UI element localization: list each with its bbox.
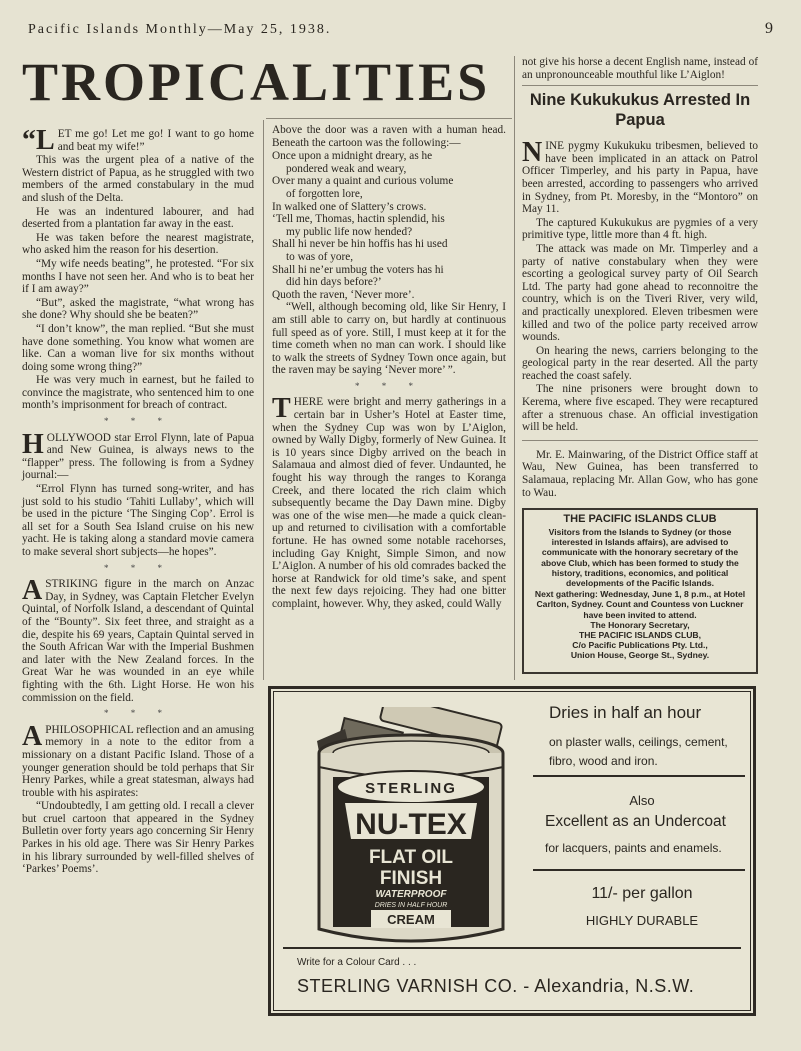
paint-can-illustration <box>311 707 511 947</box>
section-divider: * * * <box>355 380 423 391</box>
verse-line: of forgotten lore, <box>286 187 363 200</box>
ad-durable: HIGHLY DURABLE <box>585 913 699 928</box>
ad-lacquers: for lacquers, paints and enamels. <box>545 841 722 855</box>
ad-rule <box>533 775 745 777</box>
ad-colour-card: Write for a Colour Card . . . <box>297 957 417 968</box>
paragraph-text: He was very much in earnest, but he failed to convince the magistrate, who sentenced him to one month’s imprisonment for breach of contract. <box>22 374 254 412</box>
paragraph-text: STRIKING figure in the march on Anzac Day, in Sydney, was Captain Fletcher Evelyn Quintal, of Norfolk Island, a descendant of Quintal of the “Bounty”. Six feet three, and straight as a die, despite his 69 years, Captain Quintal served in the South African War with the Imperial Bushmen and later with the New Zealand forces. In the Great War he was wounded in an eye while fighting with the 6th. Light Horse. He won his commission on the field. <box>22 578 254 704</box>
paragraph <box>22 575 254 704</box>
verse-line: did hin days before?’ <box>286 276 382 289</box>
club-line: THE PACIFIC ISLANDS CLUB, <box>578 630 702 641</box>
verse-line: my public life now hended? <box>286 225 413 238</box>
paint-can-icon <box>311 707 511 947</box>
drop-cap: T <box>272 393 291 425</box>
club-notice-box <box>522 508 758 674</box>
story-captain-quintal <box>22 575 254 704</box>
paragraph-text: “Undoubtedly, I am getting old. I recall a clever but cruel cartoon that appeared in the Sydney Bulletin over forty years ago concerning Sir Henry Parkes in his old age. There was Sir Henry Parkes in his library surrounded by well-filled shelves of ‘Parkes’ Poems’. <box>22 800 254 876</box>
article-headline: Nine Kukukukus Arrested In Papua <box>529 91 751 130</box>
parody-verse <box>272 150 506 301</box>
running-title: Pacific Islands Monthly—May 25, 1938. <box>28 22 332 37</box>
paragraph <box>22 297 254 322</box>
paragraph: “Well, although becoming old, like Sir Henry, I am still able to carry on, but hardly at continuous full speed as of yore. Still, I must keep at it for the time cometh when no man can work. I should like to walk the streets of Sydney Town once again, but the raven may be saying ‘Never more’ ”. <box>272 301 506 377</box>
verse-line: Once upon a midnight dreary, as he <box>272 150 433 163</box>
can-finish-line2: FINISH <box>379 868 443 889</box>
drop-cap: N <box>522 137 543 169</box>
paragraph <box>22 720 254 800</box>
ad-also: Also <box>629 793 655 808</box>
column-rule <box>514 56 515 680</box>
can-product-text: NU-TEX <box>355 808 467 841</box>
verse-line: Shall hi ne’er umbug the voters has hi <box>272 263 444 276</box>
paragraph <box>22 428 254 482</box>
story-wife-beating <box>22 125 254 412</box>
column-rule <box>263 120 264 680</box>
paragraph-text: The captured Kukukukus are pygmies of a very primitive type, little more than 4 ft. high. <box>522 216 758 242</box>
story-henry-parkes <box>22 720 254 876</box>
club-line: Next gathering: Wednesday, June 1, 8 p.m., at Hotel Carlton, Sydney. Count and Countess von Luckner have been invited to attend. <box>534 589 746 620</box>
drop-cap: A <box>22 575 43 607</box>
story-kukukukus <box>522 137 758 434</box>
club-line: Union House, George St., Sydney. <box>570 650 710 661</box>
verse-line: Over many a quaint and curious volume <box>272 175 454 188</box>
paragraph-text: “I don’t know”, the man replied. “But she must have done something. You know what women are like. Can a woman live for six months without doing some wrong thing?” <box>22 322 254 373</box>
ad-headline: Dries in half an hour <box>549 703 702 722</box>
paragraph <box>22 232 254 257</box>
paragraph <box>22 154 254 204</box>
club-line: The Honorary Secretary, <box>590 619 690 630</box>
masthead-rule <box>266 118 512 119</box>
can-brand-text: STERLING <box>365 780 457 797</box>
story-errol-flynn <box>22 428 254 559</box>
paragraph <box>22 206 254 231</box>
paragraph: Above the door was a raven with a human head. Beneath the cartoon was the following:— <box>272 124 506 149</box>
verse-line: ‘Tell me, Thomas, hactin splendid, his <box>272 213 445 226</box>
sterling-varnish-advertisement <box>268 686 756 1016</box>
column-1 <box>22 125 254 877</box>
verse-line: to was of yore, <box>286 250 354 263</box>
drop-cap: H <box>22 428 44 460</box>
paragraph-text: PHILOSOPHICAL reflection and an amusing memory in a note to the editor from a missionary on a distant Pacific Island. Those of a younger generation should be told perhaps that Sir Henry Parkes, while a great statesman, always had trouble with his aspirates: <box>22 723 254 799</box>
paragraph <box>22 125 254 156</box>
story-text: HERE were bright and merry gatherings in a certain bar in Usher’s Hotel at Easter time, when the Sydney Cup was won by L’Aiglon, owned by Wally Digby, formerly of New Guinea. It is 10 years since Digby arrived on the beach in Salamaua and almost died of fever. Undaunted, he fought his way through the ranges to Koranga Creek, and there located the rich claim which subsequently became the Day Dawn mine. Digby was one of the wise men—he made a quick clean-up and returned to civilisation with a comfortable fortune. He has owned some notable racehorses, including Gay Knight, Simple Simon, and now L’Aiglon. A number of his old comrades backed the horse at Randwick for old time’s sake, and spent the next few days rejoicing. They had one bitter complaint, however. Why, they asked, could Wally <box>272 396 506 610</box>
rule <box>522 440 758 441</box>
ad-rule <box>533 869 745 871</box>
paragraph-text: “Errol Flynn has turned song-writer, and has just sold to his studio ‘Tahiti Lullaby’, which will be used in the picture ‘The Singing Cop’. Errol is all set for a South Sea Island cruise on his new yacht. He is taking along a standard movie camera to make several short subjects—he hopes”. <box>22 483 254 558</box>
verse-line: Shall hi never be hin hoffis has hi used <box>272 238 448 251</box>
section-divider: * * * <box>104 562 172 573</box>
club-line: C/o Pacific Publications Pty. Ltd., <box>572 640 708 651</box>
ad-company: STERLING VARNISH CO. - Alexandria, N.S.W. <box>297 976 695 996</box>
paragraph-text: The attack was made on Mr. Timperley and a party of native constabulary when they were escorting a geological survey party of Oil Search Ltd. The party had gone ahead to reconnoitre the country, which is on the Tiveri River, very wild, and practically unexplored. Eleven tribesmen were killed and two of the police party received arrow wounds. <box>522 242 758 344</box>
paragraph <box>22 323 254 373</box>
verse-line: In walked one of Slattery’s crows. <box>272 200 427 213</box>
can-finish-line1: FLAT OIL <box>368 847 454 868</box>
paragraph-text: He was an indentured labourer, and had deserted from a plantation far away in the east. <box>22 205 254 231</box>
section-masthead: TROPICALITIES <box>22 52 491 112</box>
page-number: 9 <box>765 20 773 37</box>
club-notice-body <box>530 527 750 661</box>
paragraph <box>522 243 758 344</box>
drop-cap: “L <box>22 125 55 156</box>
paragraph <box>522 137 758 216</box>
verse-line: Quoth the raven, ‘Never more’. <box>272 288 415 301</box>
verse-line: pondered weak and weary, <box>286 162 407 175</box>
can-colour-text: CREAM <box>387 912 435 927</box>
paragraph-text: On hearing the news, carriers belonging to the geological party in the rear deserted. All the party reached the coast safely. <box>522 344 758 382</box>
club-title: THE PACIFIC ISLANDS CLUB <box>563 513 717 525</box>
column-3 <box>522 56 758 500</box>
paragraph-text: “But”, asked the magistrate, “what wrong has she done? Why should she be beaten?” <box>22 296 254 322</box>
paragraph <box>22 258 254 296</box>
paragraph <box>522 345 758 383</box>
section-divider: * * * <box>104 708 172 719</box>
paragraph <box>22 483 254 559</box>
page-header <box>28 22 773 44</box>
club-line: Visitors from the Islands to Sydney (or those interested in Islands affairs), are advised to communicate with the honorary secretary of the above Club, which has been formed to study the history, traditions, economics, and political developments of the Pacific Islands. <box>541 527 739 589</box>
ad-price: 11/- per gallon <box>591 885 693 902</box>
paragraph-text: This was the urgent plea of a native of the Western district of Papua, as he struggled with two members of the armed constabulary in the mud and slush of the Delta. <box>22 154 254 204</box>
column-2 <box>272 124 506 612</box>
personal-note: Mr. E. Mainwaring, of the District Office staff at Wau, New Guinea, has been transferred to Salamaua, replacing Mr. Allan Gow, who has gone to Wau. <box>522 448 758 499</box>
paragraph <box>22 800 254 876</box>
can-dries-text: DRIES IN HALF HOUR <box>374 902 448 909</box>
drop-cap: A <box>22 720 43 752</box>
paragraph-text: INE pygmy Kukukuku tribesmen, believed to have been implicated in an attack on Patrol Officer Timperley, and his party in Papua, have been arrested, according to passengers who arrived in Sydney, from Pt. Moresby, in the “Montoro” on May 11. <box>522 140 758 216</box>
can-waterproof-text: WATERPROOF <box>375 889 447 900</box>
story-laiglon <box>272 393 506 610</box>
ad-rule <box>283 947 741 949</box>
paragraph-text: ET me go! Let me go! I want to go home and beat my wife!” <box>57 128 254 153</box>
paragraph <box>522 383 758 433</box>
continued-paragraph: not give his horse a decent English name, instead of an unpronounceable mouthful like L’Aiglon! <box>522 56 758 81</box>
ad-surfaces: on plaster walls, ceilings, cement, fibro, wood and iron. <box>549 735 728 768</box>
rule <box>522 85 758 86</box>
paragraph <box>522 217 758 242</box>
paragraph-text: “My wife needs beating”, he protested. “For six months I have not seen her. And who is to beat her if I am away?” <box>22 257 254 296</box>
paragraph <box>22 374 254 412</box>
paragraph-text: The nine prisoners were brought down to Kerema, where five escaped. They were recaptured after a strenuous chase. An official investigation will be held. <box>522 383 758 434</box>
paragraph-text: OLLYWOOD star Errol Flynn, late of Papua and New Guinea, is always news to the “flapper” press. The following is from a Sydney journal:— <box>22 431 254 482</box>
section-divider: * * * <box>104 416 172 427</box>
ad-undercoat: Excellent as an Undercoat <box>545 813 726 830</box>
paragraph-text: He was taken before the nearest magistrate, who asked him the reason for his desertion. <box>22 231 254 257</box>
